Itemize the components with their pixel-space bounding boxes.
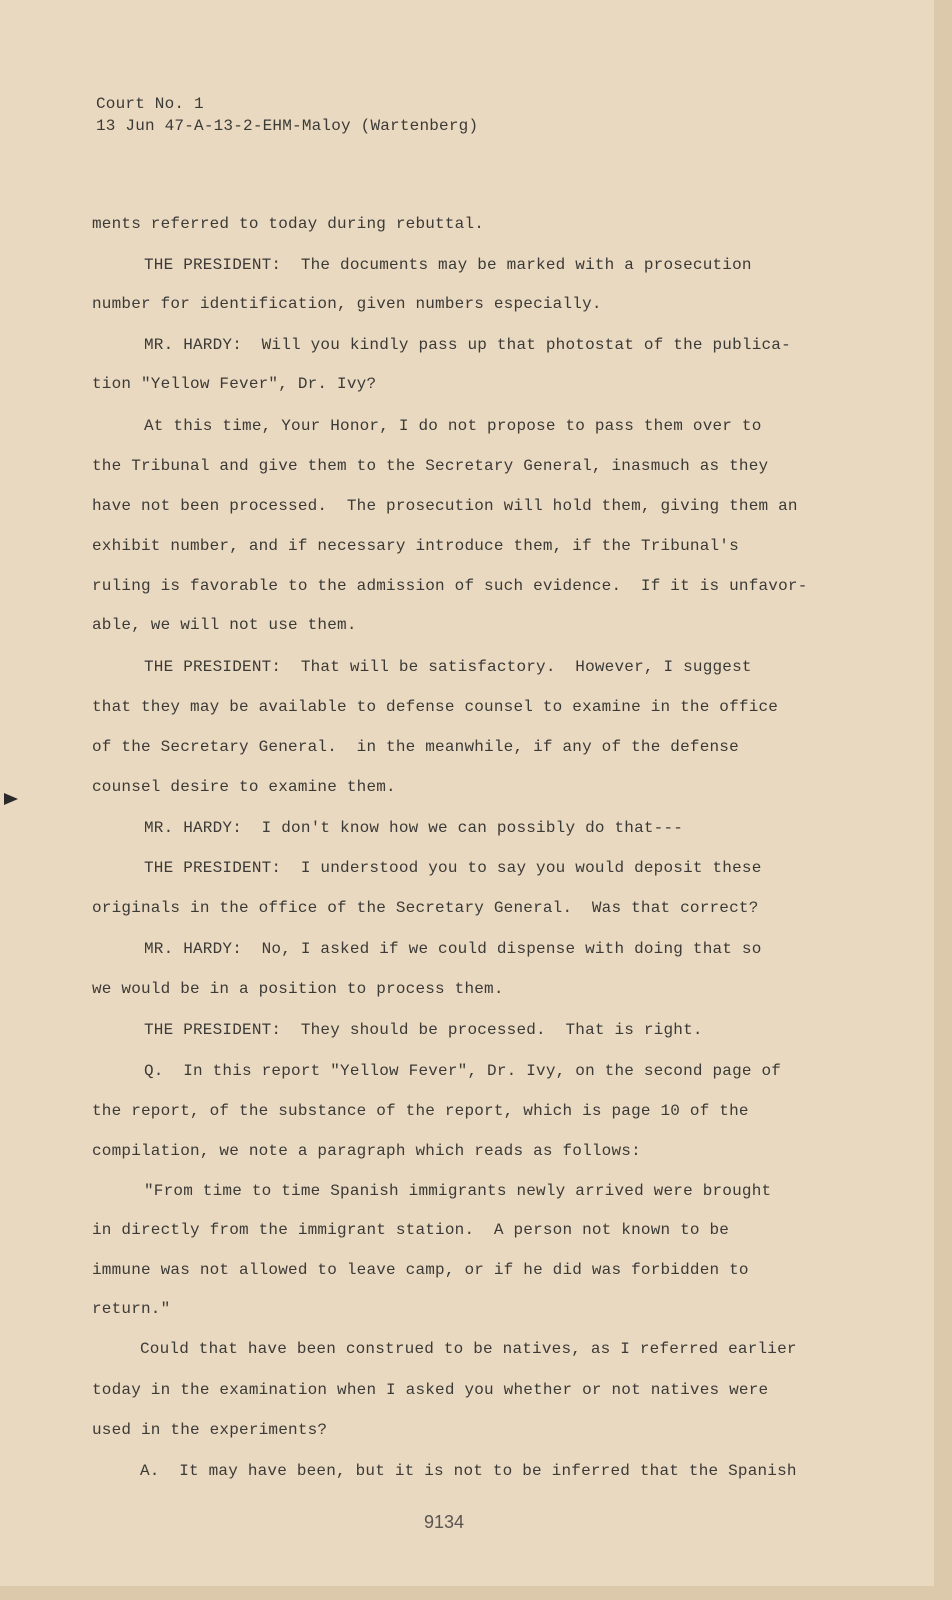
transcript-line: compilation, we note a paragraph which reads as follows: <box>92 1142 641 1160</box>
transcript-line: used in the experiments? <box>92 1421 328 1439</box>
transcript-line: A. It may have been, but it is not to be inferred that the Spanish <box>140 1462 797 1480</box>
transcript-line: counsel desire to examine them. <box>92 778 396 796</box>
transcript-line: MR. HARDY: No, I asked if we could dispense with doing that so <box>144 940 762 958</box>
transcript-line: THE PRESIDENT: The documents may be marked with a prosecution <box>144 256 752 274</box>
transcript-line: number for identification, given numbers especially. <box>92 295 602 313</box>
page-edge-bottom <box>0 1586 952 1600</box>
court-number: Court No. 1 <box>96 95 204 113</box>
transcript-line: THE PRESIDENT: That will be satisfactory. However, I suggest <box>144 658 752 676</box>
transcript-line: exhibit number, and if necessary introduce them, if the Tribunal's <box>92 537 739 555</box>
transcript-line: ments referred to today during rebuttal. <box>92 215 485 233</box>
transcript-line: that they may be available to defense counsel to examine in the office <box>92 698 779 716</box>
transcript-line: today in the examination when I asked you whether or not natives were <box>92 1381 769 1399</box>
transcript-line: return." <box>92 1300 171 1318</box>
page-edge-right <box>934 0 952 1600</box>
transcript-line: MR. HARDY: I don't know how we can possibly do that--- <box>144 819 684 837</box>
transcript-line: originals in the office of the Secretary General. Was that correct? <box>92 899 759 917</box>
transcript-line: have not been processed. The prosecution will hold them, giving them an <box>92 497 798 515</box>
transcript-line: Q. In this report "Yellow Fever", Dr. Ivy, on the second page of <box>144 1062 782 1080</box>
transcript-line: in directly from the immigrant station. A person not known to be <box>92 1221 730 1239</box>
transcript-line: of the Secretary General. in the meanwhile, if any of the defense <box>92 738 739 756</box>
transcript-reference: 13 Jun 47-A-13-2-EHM-Maloy (Wartenberg) <box>96 117 479 135</box>
transcript-line: immune was not allowed to leave camp, or if he did was forbidden to <box>92 1261 749 1279</box>
binding-mark <box>4 793 18 805</box>
transcript-line: tion "Yellow Fever", Dr. Ivy? <box>92 375 377 393</box>
transcript-line: THE PRESIDENT: They should be processed. That is right. <box>144 1021 703 1039</box>
transcript-line: the Tribunal and give them to the Secretary General, inasmuch as they <box>92 457 769 475</box>
transcript-line: we would be in a position to process them. <box>92 980 504 998</box>
transcript-line: able, we will not use them. <box>92 616 357 634</box>
transcript-line: ruling is favorable to the admission of such evidence. If it is unfavor- <box>92 577 808 595</box>
transcript-line: the report, of the substance of the report, which is page 10 of the <box>92 1102 749 1120</box>
transcript-line: Could that have been construed to be natives, as I referred earlier <box>140 1340 797 1358</box>
transcript-line: MR. HARDY: Will you kindly pass up that photostat of the publica- <box>144 336 791 354</box>
transcript-line: THE PRESIDENT: I understood you to say you would deposit these <box>144 859 762 877</box>
page-number: 9134 <box>424 1512 465 1532</box>
transcript-line: "From time to time Spanish immigrants newly arrived were brought <box>144 1182 772 1200</box>
transcript-line: At this time, Your Honor, I do not propose to pass them over to <box>144 417 762 435</box>
